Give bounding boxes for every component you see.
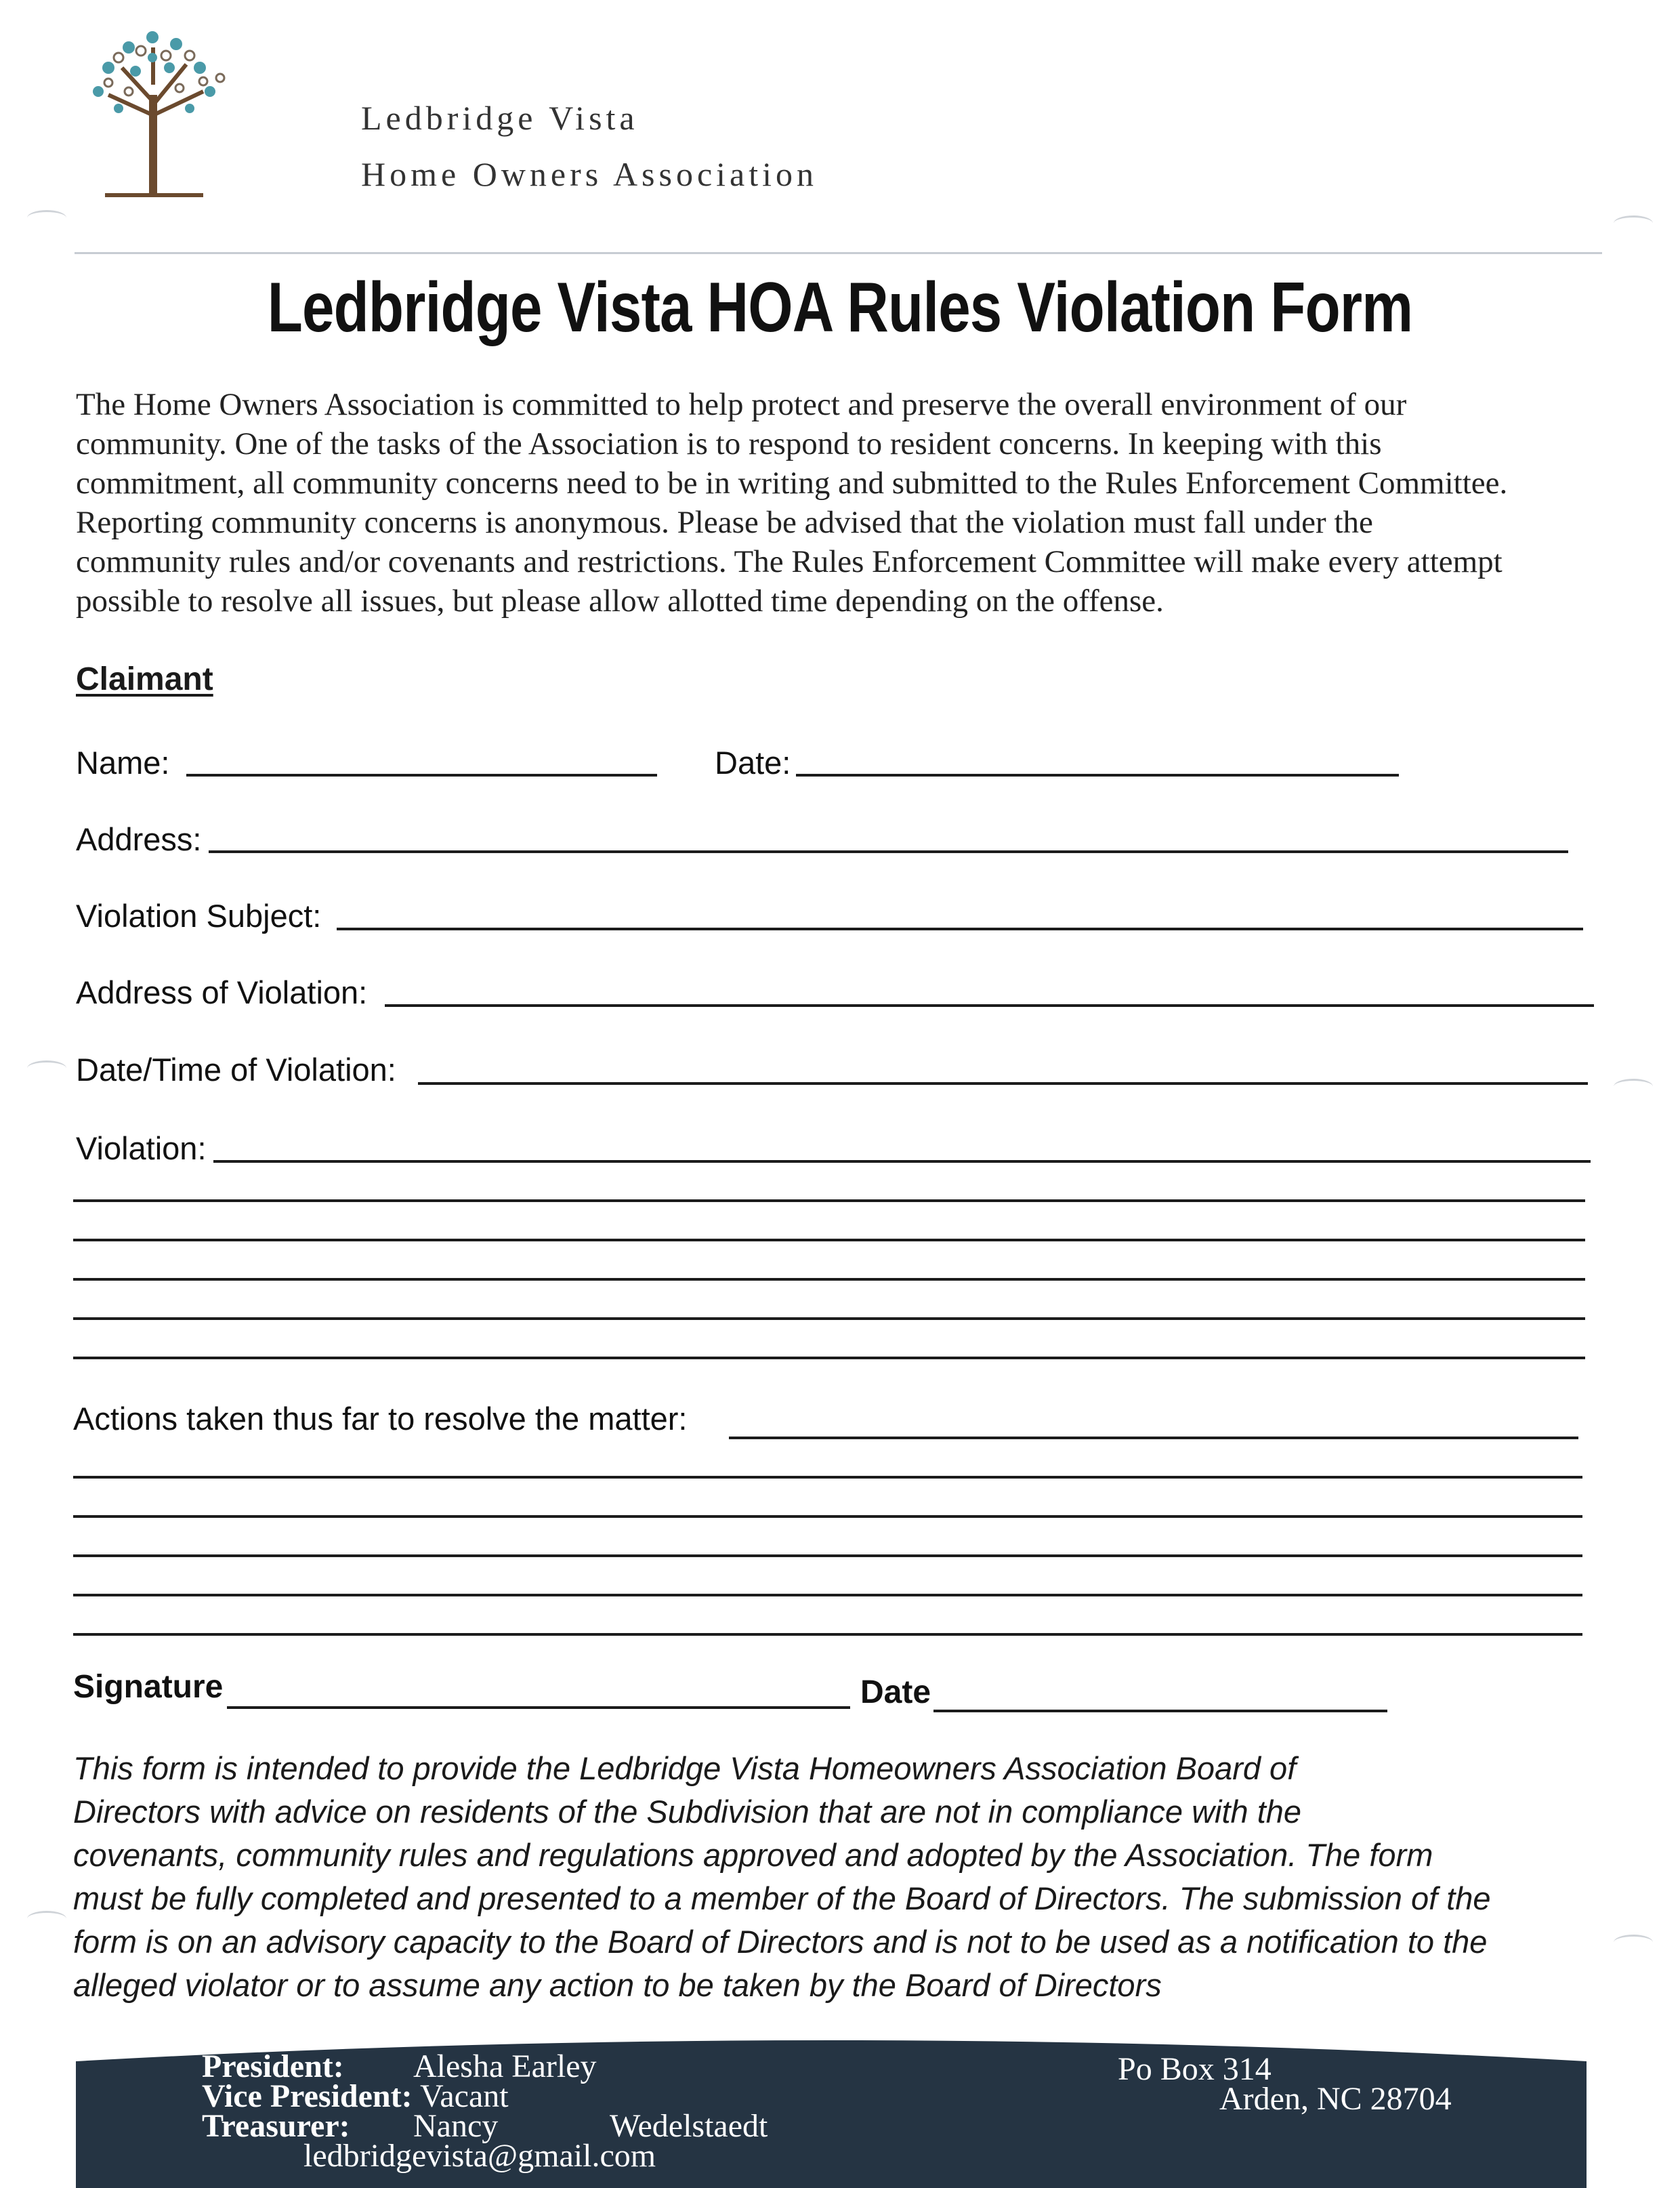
vice-president-label: Vice President: xyxy=(202,2078,413,2114)
actions-taken-line[interactable] xyxy=(73,1594,1582,1596)
name-field[interactable] xyxy=(186,774,657,777)
punch-mark xyxy=(1614,1079,1653,1094)
violation-line[interactable] xyxy=(73,1278,1585,1281)
punch-mark xyxy=(27,1060,66,1076)
actions-taken-line[interactable] xyxy=(73,1554,1582,1557)
org-name-line1: Ledbridge Vista xyxy=(361,99,639,137)
punch-mark xyxy=(27,1911,66,1926)
org-name-line2: Home Owners Association xyxy=(361,155,818,193)
treasurer-first-name: Nancy xyxy=(413,2108,499,2144)
address-of-violation-field[interactable] xyxy=(385,1004,1594,1007)
page-title: Ledbridge Vista HOA Rules Violation Form xyxy=(267,268,1413,347)
tree-logo-icon xyxy=(68,20,244,203)
punch-mark xyxy=(1614,215,1653,231)
address-label: Address: xyxy=(76,821,202,857)
signature-field[interactable] xyxy=(227,1706,850,1709)
signature-date-label: Date xyxy=(860,1674,931,1710)
actions-taken-line[interactable] xyxy=(73,1515,1582,1518)
intro-paragraph: The Home Owners Association is committed to help protect and preserve the overall environment of our community. One of the tasks of the Association is to respond to resident concerns. In keeping with this commitment, all community concerns need to be in writing and submitted to the Rules Enforcement Committee. Reporting community concerns is anonymous. Please be advised that the violation must fall under the community rules and/or covenants and restrictions. The Rules Enforcement Committee will make every attempt possible to resolve all issues, but please allow allotted time depending on the offense. xyxy=(76,387,1508,619)
actions-taken-line[interactable] xyxy=(73,1633,1582,1636)
violation-subject-label: Violation Subject: xyxy=(76,898,322,934)
address-field[interactable] xyxy=(209,850,1568,853)
violation-line[interactable] xyxy=(73,1317,1585,1320)
president-name: Alesha Earley xyxy=(413,2048,597,2084)
date-label: Date: xyxy=(715,745,791,781)
date-field[interactable] xyxy=(796,774,1399,777)
treasurer-label: Treasurer: xyxy=(202,2108,350,2144)
treasurer-last-name: Wedelstaedt xyxy=(610,2108,768,2144)
header-divider xyxy=(75,252,1602,254)
disclaimer-paragraph: This form is intended to provide the Ledbridge Vista Homeowners Association Board of Directors with advice on residents of the Subdivision that are not in compliance with the covenants, community rules and regulations approved and adopted by the Association. The form must be fully completed and presented to a member of the Board of Directors. The submission of the form is on an advisory capacity to the Board of Directors and is not to be used as a notification to the alleged violator or to assume any action to be taken by the Board of Directors xyxy=(73,1750,1491,2003)
violation-line[interactable] xyxy=(73,1357,1585,1359)
contact-email[interactable]: ledbridgevista@gmail.com xyxy=(303,2138,656,2174)
violation-subject-field[interactable] xyxy=(337,928,1583,930)
datetime-of-violation-field[interactable] xyxy=(418,1082,1588,1085)
name-label: Name: xyxy=(76,745,170,781)
violation-line[interactable] xyxy=(73,1239,1585,1241)
vice-president-name: Vacant xyxy=(420,2078,509,2114)
address-of-violation-label: Address of Violation: xyxy=(76,974,368,1010)
actions-taken-label: Actions taken thus far to resolve the matter: xyxy=(73,1401,688,1437)
violation-line[interactable] xyxy=(73,1199,1585,1202)
signature-label: Signature xyxy=(73,1669,224,1705)
punch-mark xyxy=(27,210,66,226)
datetime-of-violation-label: Date/Time of Violation: xyxy=(76,1052,396,1088)
violation-field[interactable] xyxy=(213,1160,1591,1163)
actions-taken-line[interactable] xyxy=(73,1476,1582,1479)
president-label: President: xyxy=(202,2048,344,2084)
violation-label: Violation: xyxy=(76,1130,207,1166)
actions-taken-field[interactable] xyxy=(729,1437,1578,1439)
claimant-heading: Claimant xyxy=(76,661,213,697)
city-state-zip: Arden, NC 28704 xyxy=(1219,2081,1452,2117)
po-box: Po Box 314 xyxy=(1118,2051,1272,2087)
signature-date-field[interactable] xyxy=(933,1710,1387,1712)
punch-mark xyxy=(1614,1935,1653,1950)
